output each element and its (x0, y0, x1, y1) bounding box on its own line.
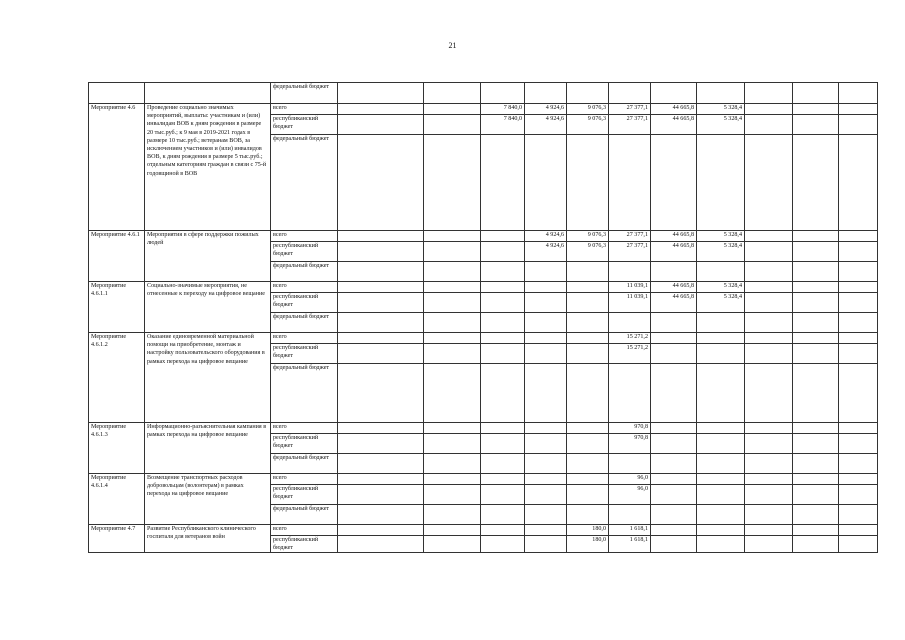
amount-cell (697, 333, 745, 344)
amount-cell: 4 924,6 (525, 242, 567, 262)
amount-cell (697, 474, 745, 485)
empty-cell (745, 474, 793, 485)
amount-cell (525, 505, 567, 525)
amount-cell: 44 665,8 (651, 293, 697, 313)
empty-cell (839, 536, 878, 553)
empty-cell (338, 525, 424, 536)
empty-cell (839, 505, 878, 525)
amount-cell (525, 282, 567, 293)
empty-cell (745, 525, 793, 536)
empty-cell (424, 293, 481, 313)
empty-cell (745, 104, 793, 115)
empty-cell (745, 83, 793, 104)
amount-cell (697, 364, 745, 423)
amount-cell (651, 262, 697, 282)
amount-cell: 4 924,6 (525, 115, 567, 135)
activity-name: Развитие Республиканского клинического госпиталя для ветеранов войн (145, 525, 271, 553)
amount-cell (567, 313, 609, 333)
amount-cell (481, 83, 525, 104)
empty-cell (793, 485, 839, 505)
empty-cell (839, 423, 878, 434)
empty-cell (338, 364, 424, 423)
empty-cell (793, 364, 839, 423)
amount-cell (481, 135, 525, 231)
empty-cell (793, 333, 839, 344)
empty-cell (338, 333, 424, 344)
amount-cell (609, 505, 651, 525)
empty-cell (338, 434, 424, 454)
empty-cell (839, 474, 878, 485)
empty-cell (839, 344, 878, 364)
funding-source: федеральный бюджет (271, 454, 338, 474)
amount-cell (525, 485, 567, 505)
amount-cell (697, 505, 745, 525)
amount-cell (481, 505, 525, 525)
amount-cell: 44 665,8 (651, 104, 697, 115)
funding-source: республиканский бюджет (271, 242, 338, 262)
amount-cell: 1 618,1 (609, 525, 651, 536)
amount-cell (525, 474, 567, 485)
amount-cell: 5 328,4 (697, 115, 745, 135)
empty-cell (793, 505, 839, 525)
amount-cell: 9 076,3 (567, 115, 609, 135)
amount-cell (481, 364, 525, 423)
funding-source: всего (271, 474, 338, 485)
empty-cell (839, 454, 878, 474)
amount-cell: 180,0 (567, 536, 609, 553)
empty-cell (839, 242, 878, 262)
amount-cell: 970,8 (609, 423, 651, 434)
empty-cell (338, 262, 424, 282)
amount-cell (651, 505, 697, 525)
activity-code: Мероприятие 4.6.1 (89, 231, 145, 282)
empty-cell (424, 536, 481, 553)
amount-cell: 4 924,6 (525, 231, 567, 242)
empty-cell (338, 344, 424, 364)
amount-cell (525, 83, 567, 104)
amount-cell (697, 525, 745, 536)
amount-cell: 27 377,1 (609, 104, 651, 115)
amount-cell (697, 135, 745, 231)
empty-cell (745, 485, 793, 505)
table-row (89, 423, 878, 434)
amount-cell: 27 377,1 (609, 231, 651, 242)
amount-cell (525, 135, 567, 231)
amount-cell (567, 505, 609, 525)
amount-cell (697, 344, 745, 364)
amount-cell (567, 423, 609, 434)
empty-cell (338, 505, 424, 525)
amount-cell (651, 364, 697, 423)
empty-cell (793, 231, 839, 242)
amount-cell (567, 474, 609, 485)
amount-cell: 5 328,4 (697, 104, 745, 115)
amount-cell (481, 231, 525, 242)
empty-cell (839, 282, 878, 293)
activity-code: Мероприятие 4.6.1.4 (89, 474, 145, 525)
page-number: 21 (448, 41, 457, 50)
empty-cell (793, 454, 839, 474)
empty-cell (793, 525, 839, 536)
activity-name: Информационно-разъяснительная кампания в рамках перехода на цифровое вещание (145, 423, 271, 474)
amount-cell (481, 525, 525, 536)
empty-cell (745, 344, 793, 364)
funding-source: всего (271, 333, 338, 344)
amount-cell: 5 328,4 (697, 282, 745, 293)
empty-cell (793, 262, 839, 282)
empty-cell (793, 474, 839, 485)
empty-cell (745, 282, 793, 293)
empty-cell (424, 242, 481, 262)
amount-cell (525, 313, 567, 333)
amount-cell (697, 536, 745, 553)
empty-cell (839, 83, 878, 104)
amount-cell (651, 536, 697, 553)
amount-cell: 9 076,3 (567, 231, 609, 242)
empty-cell (338, 231, 424, 242)
amount-cell: 44 665,8 (651, 242, 697, 262)
empty-cell (745, 454, 793, 474)
empty-cell (424, 104, 481, 115)
empty-cell (424, 423, 481, 434)
empty-cell (338, 242, 424, 262)
empty-cell (424, 454, 481, 474)
amount-cell (481, 474, 525, 485)
empty-cell (424, 83, 481, 104)
amount-cell (481, 434, 525, 454)
empty-cell (424, 333, 481, 344)
amount-cell (567, 344, 609, 364)
amount-cell (481, 242, 525, 262)
empty-cell (745, 293, 793, 313)
empty-cell (424, 282, 481, 293)
amount-cell (651, 344, 697, 364)
funding-source: федеральный бюджет (271, 313, 338, 333)
empty-cell (338, 83, 424, 104)
empty-cell (745, 434, 793, 454)
amount-cell (481, 282, 525, 293)
empty-cell (839, 434, 878, 454)
empty-cell (793, 282, 839, 293)
empty-cell (793, 423, 839, 434)
activity-name: Оказание единовременной материальной помощи на приобретение, монтаж и настройку пользовательского оборудования в рамках перехода на цифровое вещание (145, 333, 271, 423)
table-row (89, 333, 878, 344)
amount-cell (697, 83, 745, 104)
activity-name: Социально-значимые мероприятия, не отнесенные к переходу на цифровое вещание (145, 282, 271, 333)
empty-cell (793, 434, 839, 454)
amount-cell (567, 333, 609, 344)
empty-cell (793, 313, 839, 333)
empty-cell (424, 115, 481, 135)
amount-cell (697, 262, 745, 282)
funding-source: федеральный бюджет (271, 505, 338, 525)
amount-cell: 96,0 (609, 474, 651, 485)
amount-cell: 44 665,8 (651, 282, 697, 293)
amount-cell (481, 262, 525, 282)
amount-cell (609, 135, 651, 231)
amount-cell (525, 525, 567, 536)
amount-cell (525, 333, 567, 344)
activity-code: Мероприятие 4.6.1.1 (89, 282, 145, 333)
amount-cell: 9 076,3 (567, 104, 609, 115)
amount-cell (651, 454, 697, 474)
funding-source: федеральный бюджет (271, 83, 338, 104)
amount-cell (481, 333, 525, 344)
activity-name: Мероприятия в сфере поддержки пожилых людей (145, 231, 271, 282)
empty-cell (338, 485, 424, 505)
funding-source: всего (271, 231, 338, 242)
activity-code: Мероприятие 4.6 (89, 104, 145, 231)
amount-cell (525, 344, 567, 364)
amount-cell (481, 344, 525, 364)
empty-cell (424, 313, 481, 333)
table-row (89, 83, 878, 104)
funding-source: всего (271, 104, 338, 115)
amount-cell (525, 454, 567, 474)
empty-cell (424, 364, 481, 423)
empty-cell (338, 293, 424, 313)
empty-cell (424, 262, 481, 282)
amount-cell (609, 262, 651, 282)
empty-cell (424, 344, 481, 364)
amount-cell: 4 924,6 (525, 104, 567, 115)
activity-code: Мероприятие 4.6.1.3 (89, 423, 145, 474)
empty-cell (745, 115, 793, 135)
amount-cell (651, 525, 697, 536)
empty-cell (745, 364, 793, 423)
amount-cell (651, 83, 697, 104)
amount-cell: 7 840,0 (481, 115, 525, 135)
empty-cell (839, 333, 878, 344)
activity-code (89, 83, 145, 104)
table-row (89, 231, 878, 242)
amount-cell (651, 313, 697, 333)
amount-cell (525, 423, 567, 434)
amount-cell: 1 618,1 (609, 536, 651, 553)
table-row (89, 282, 878, 293)
amount-cell (651, 333, 697, 344)
amount-cell (697, 485, 745, 505)
empty-cell (839, 262, 878, 282)
empty-cell (793, 242, 839, 262)
amount-cell (567, 83, 609, 104)
empty-cell (338, 454, 424, 474)
amount-cell (567, 282, 609, 293)
amount-cell: 27 377,1 (609, 115, 651, 135)
empty-cell (424, 505, 481, 525)
amount-cell: 11 039,1 (609, 293, 651, 313)
empty-cell (745, 333, 793, 344)
amount-cell (481, 423, 525, 434)
amount-cell: 9 076,3 (567, 242, 609, 262)
amount-cell (651, 474, 697, 485)
empty-cell (745, 423, 793, 434)
amount-cell (525, 293, 567, 313)
amount-cell: 27 377,1 (609, 242, 651, 262)
amount-cell (567, 434, 609, 454)
empty-cell (839, 364, 878, 423)
empty-cell (424, 135, 481, 231)
empty-cell (338, 135, 424, 231)
empty-cell (793, 344, 839, 364)
amount-cell: 15 271,2 (609, 344, 651, 364)
empty-cell (338, 423, 424, 434)
activity-name: Проведение социально значимых мероприятий, выплаты: участникам и (или) инвалидам ВОВ к дням рождения в размере 20 тыс.руб.; к 9 мая в 2019-2021 годах в размере 10 тыс.руб.; ветеранам ВОВ, за исключением участников и (или) инвалидов ВОВ, к дням рождения в размере 5 тыс.руб.; отдельным категориям граждан в связи с 75-й годовщиной в ВОВ (145, 104, 271, 231)
empty-cell (745, 262, 793, 282)
amount-cell (567, 454, 609, 474)
amount-cell (609, 454, 651, 474)
empty-cell (424, 485, 481, 505)
amount-cell: 96,0 (609, 485, 651, 505)
table-row (89, 525, 878, 536)
amount-cell (697, 434, 745, 454)
amount-cell (567, 485, 609, 505)
amount-cell: 5 328,4 (697, 231, 745, 242)
activity-name: Возмещение транспортных расходов добровольцам (волонтерам) в рамках перехода на цифровое вещание (145, 474, 271, 525)
empty-cell (745, 505, 793, 525)
amount-cell (651, 423, 697, 434)
funding-source: федеральный бюджет (271, 364, 338, 423)
table-row (89, 474, 878, 485)
amount-cell (481, 536, 525, 553)
empty-cell (839, 525, 878, 536)
activity-name (145, 83, 271, 104)
amount-cell: 180,0 (567, 525, 609, 536)
amount-cell (481, 313, 525, 333)
amount-cell: 7 840,0 (481, 104, 525, 115)
funding-source: всего (271, 525, 338, 536)
empty-cell (839, 115, 878, 135)
empty-cell (839, 313, 878, 333)
amount-cell (567, 135, 609, 231)
empty-cell (839, 104, 878, 115)
empty-cell (338, 104, 424, 115)
amount-cell (525, 262, 567, 282)
empty-cell (745, 242, 793, 262)
activity-code: Мероприятие 4.6.1.2 (89, 333, 145, 423)
funding-source: республиканский бюджет (271, 485, 338, 505)
funding-source: республиканский бюджет (271, 344, 338, 364)
amount-cell: 44 665,8 (651, 115, 697, 135)
funding-source: республиканский бюджет (271, 293, 338, 313)
amount-cell: 11 039,1 (609, 282, 651, 293)
budget-table (88, 82, 878, 553)
amount-cell (525, 536, 567, 553)
amount-cell: 5 328,4 (697, 242, 745, 262)
empty-cell (793, 83, 839, 104)
empty-cell (793, 104, 839, 115)
amount-cell (697, 423, 745, 434)
table-row (89, 104, 878, 115)
amount-cell (567, 293, 609, 313)
amount-cell (481, 454, 525, 474)
amount-cell (651, 434, 697, 454)
empty-cell (338, 282, 424, 293)
amount-cell (481, 293, 525, 313)
empty-cell (338, 474, 424, 485)
empty-cell (745, 231, 793, 242)
funding-source: всего (271, 282, 338, 293)
empty-cell (424, 434, 481, 454)
empty-cell (793, 293, 839, 313)
amount-cell: 44 665,8 (651, 231, 697, 242)
empty-cell (338, 313, 424, 333)
empty-cell (793, 115, 839, 135)
funding-source: республиканский бюджет (271, 536, 338, 553)
amount-cell (525, 364, 567, 423)
amount-cell (651, 485, 697, 505)
amount-cell: 15 271,2 (609, 333, 651, 344)
amount-cell (609, 83, 651, 104)
amount-cell (525, 434, 567, 454)
amount-cell (697, 313, 745, 333)
empty-cell (793, 135, 839, 231)
empty-cell (839, 231, 878, 242)
empty-cell (839, 293, 878, 313)
amount-cell (609, 313, 651, 333)
empty-cell (839, 135, 878, 231)
empty-cell (424, 231, 481, 242)
amount-cell (697, 454, 745, 474)
amount-cell (567, 364, 609, 423)
empty-cell (745, 536, 793, 553)
amount-cell: 970,8 (609, 434, 651, 454)
amount-cell: 5 328,4 (697, 293, 745, 313)
funding-source: федеральный бюджет (271, 262, 338, 282)
amount-cell (481, 485, 525, 505)
empty-cell (338, 536, 424, 553)
empty-cell (424, 525, 481, 536)
empty-cell (745, 135, 793, 231)
funding-source: республиканский бюджет (271, 115, 338, 135)
empty-cell (424, 474, 481, 485)
amount-cell (609, 364, 651, 423)
activity-code: Мероприятие 4.7 (89, 525, 145, 553)
funding-source: федеральный бюджет (271, 135, 338, 231)
empty-cell (793, 536, 839, 553)
empty-cell (338, 115, 424, 135)
empty-cell (839, 485, 878, 505)
amount-cell (567, 262, 609, 282)
funding-source: республиканский бюджет (271, 434, 338, 454)
empty-cell (745, 313, 793, 333)
amount-cell (651, 135, 697, 231)
funding-source: всего (271, 423, 338, 434)
